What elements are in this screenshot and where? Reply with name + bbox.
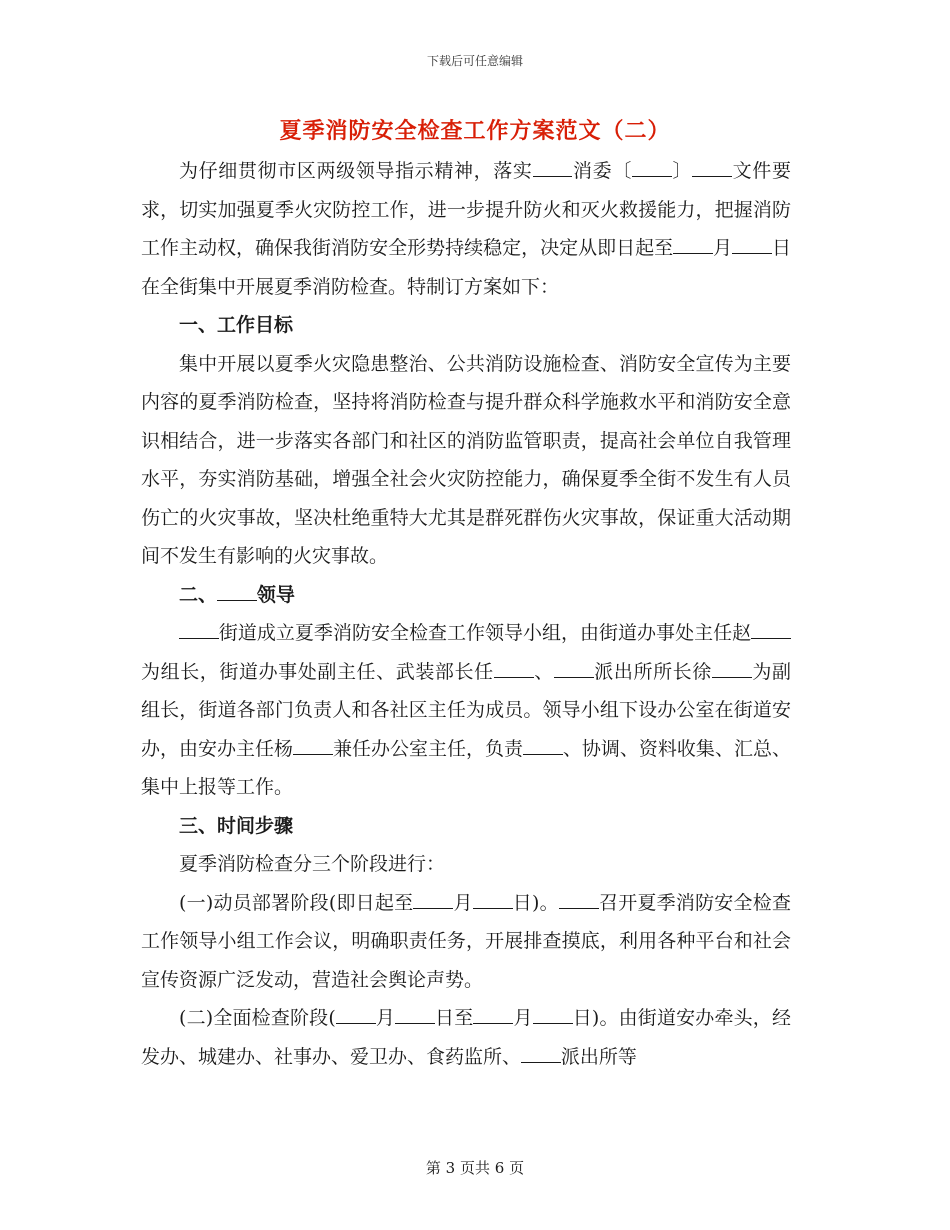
page-number-footer: 第 3 页共 6 页 — [425, 1159, 525, 1177]
section-heading-leadership: 二、 领导 — [141, 576, 791, 615]
blank-line — [632, 156, 672, 177]
blank-line — [179, 618, 219, 639]
blank-line — [751, 618, 791, 639]
blank-line — [732, 233, 772, 254]
leadership-paragraph: 街道成立夏季消防安全检查工作领导小组，由街道办事处主任赵为组长，街道办事处副主任、武装部长任 、 派出所所长徐 为副组长，街道各部门负责人和各社区主任为成员。领导小组下设办公室在街道安办，由安办主任杨 兼任办公室主任，负责 、协调、资料收集、汇总、集中上报等工作。 — [141, 614, 791, 807]
blank-line — [712, 657, 752, 678]
blank-line — [692, 156, 732, 177]
blank-line — [533, 1003, 573, 1024]
document-body — [141, 152, 791, 1076]
blank-line — [473, 1003, 513, 1024]
document-title: 夏季消防安全检查工作方案范文（二） — [279, 118, 671, 144]
blank-line — [494, 657, 534, 678]
blank-line — [554, 657, 594, 678]
blank-line — [521, 1042, 561, 1063]
blank-line — [336, 1003, 376, 1024]
section-heading-goals: 一、工作目标 — [179, 314, 294, 336]
blank-line — [395, 1003, 435, 1024]
blank-line — [413, 888, 453, 909]
blank-line — [293, 734, 333, 755]
blank-line — [533, 156, 573, 177]
stage-one-paragraph: (一)动员部署阶段(即日起至 月 日)。 召开夏季消防安全检查工作领导小组工作会议，明确职责任务，开展排查摸底，利用各种平台和社会宣传资源广泛发动，营造社会舆论声势。 — [141, 884, 791, 1000]
blank-line — [559, 888, 599, 909]
blank-line — [473, 888, 513, 909]
stage-two-paragraph: (二)全面检查阶段( 月 日至 月 日)。由街道安办牵头，经发办、城建办、社事办、爱卫办、食药监所、 派出所等 — [141, 999, 791, 1076]
intro-paragraph: 为仔细贯彻市区两级领导指示精神，落实 消委〔 〕 文件要求，切实加强夏季火灾防控工作，进一步提升防火和灭火救援能力，把握消防工作主动权，确保我街消防安全形势持续稳定，决定从即日起至 月 日在全街集中开展夏季消防检查。特制订方案如下： — [141, 152, 791, 306]
section-heading-schedule: 三、时间步骤 — [179, 814, 294, 837]
blank-line — [673, 233, 713, 254]
blank-line — [523, 734, 563, 755]
header-note: 下载后可任意编辑 — [426, 54, 523, 68]
schedule-intro: 夏季消防检查分三个阶段进行： — [179, 853, 446, 875]
blank-line — [217, 580, 257, 601]
goals-paragraph: 集中开展以夏季火灾隐患整治、公共消防设施检查、消防安全宣传为主要内容的夏季消防检查，坚持将消防检查与提升群众科学施救水平和消防安全意识相结合，进一步落实各部门和社区的消防监管职责，提高社会单位自我管理水平，夯实消防基础，增强全社会火灾防控能力，确保夏季全街不发生有人员伤亡的火灾事故，坚决杜绝重特大尤其是群死群伤火灾事故，保证重大活动期间不发生有影响的火灾事故。 — [141, 352, 791, 567]
